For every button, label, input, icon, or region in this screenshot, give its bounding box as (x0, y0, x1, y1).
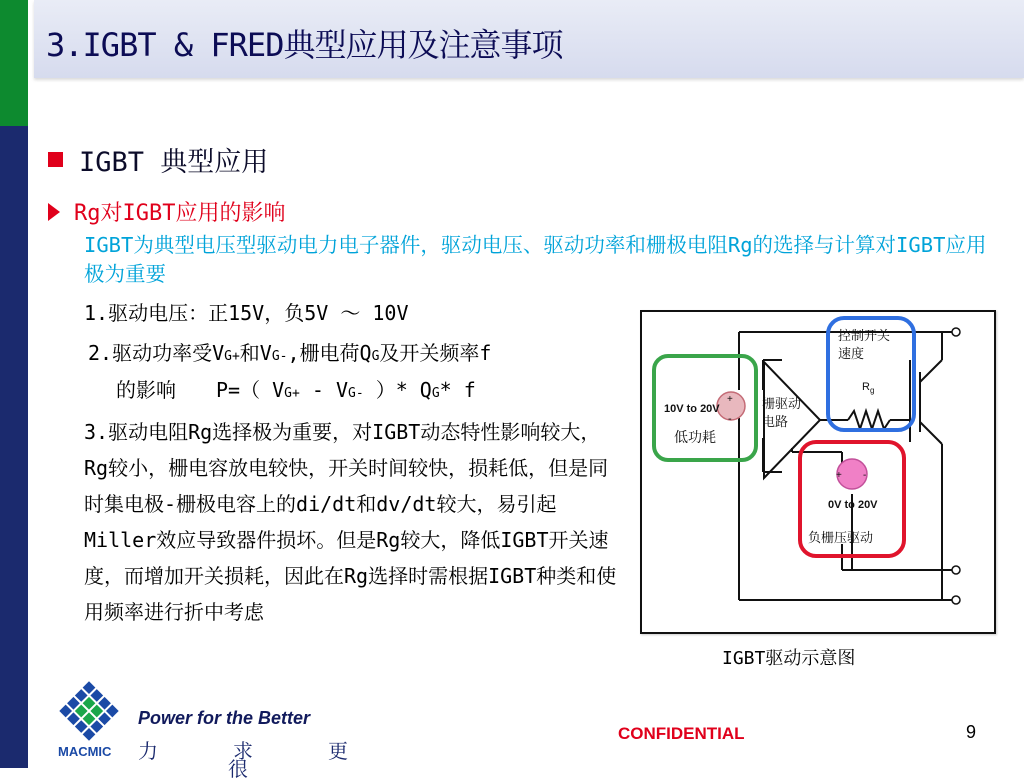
slogan-cn-char-2: 求 (233, 739, 253, 763)
formula-d: * f (439, 378, 476, 402)
source-minus: - (728, 413, 732, 425)
sub-heading-row (48, 196, 285, 227)
point-drive-power (88, 335, 491, 375)
intro-text: IGBT为典型电压型驱动电力电子器件，驱动电压、驱动功率和栅极电阻Rg的选择与计算对IGBT应用极为重要 (84, 233, 987, 286)
igbt-drive-diagram (640, 310, 996, 634)
diagram-terminals (952, 328, 960, 604)
rg-main: R (862, 381, 870, 393)
page-number: 9 (966, 722, 977, 742)
driver-label-2: 电路 (762, 415, 789, 430)
power-text-d: 及开关频率f (379, 341, 492, 365)
slide-title: 3.IGBT & FRED典型应用及注意事项 (46, 26, 563, 64)
power-sub-b: G- (271, 349, 288, 364)
arrow-bullet-icon (48, 203, 60, 221)
power-text-c: ,栅电荷Q (287, 341, 372, 365)
diagram-svg (642, 312, 994, 632)
sub-heading: Rg对IGBT应用的影响 (74, 201, 286, 226)
diagram-caption: IGBT驱动示意图 (722, 648, 856, 669)
power-formula (116, 372, 476, 412)
confidential-label: CONFIDENTIAL (618, 724, 745, 743)
slogan-cn-cut-char: 很 (228, 757, 248, 781)
point-drive-voltage: 1.驱动电压：正15V，负5V ～ 10V (84, 301, 409, 325)
power-sub-c: G (371, 349, 380, 364)
neg-caption: 负栅压驱动 (808, 531, 874, 546)
heading-row (48, 140, 268, 179)
source-plus: + (727, 394, 733, 405)
formula-sub-2: G- (348, 386, 364, 401)
power-text-a: 2.驱动功率受V (88, 341, 225, 365)
formula-sub-3: G (431, 386, 440, 401)
neg-voltage-label: 0V to 20V (828, 499, 878, 511)
slogan-cn-char-3: 更 (328, 739, 348, 763)
formula-sub-1: G+ (284, 386, 300, 401)
slogan: Power for the Better (138, 708, 311, 728)
source-caption: 低功耗 (674, 430, 716, 446)
power-text-b: 和V (239, 341, 272, 365)
formula-b: - V (299, 378, 348, 402)
left-accent-green (0, 0, 28, 126)
slogan-cn-char-1: 力 (138, 739, 158, 763)
control-label-2: 速度 (838, 347, 865, 362)
power-sub-a: G+ (224, 349, 240, 364)
rg-sub: g (869, 386, 875, 395)
source-voltage-label: 10V to 20V (664, 403, 720, 415)
macmic-logo-icon (58, 680, 120, 742)
control-label-1: 控制开关 (838, 329, 891, 344)
formula-c: ）* Q (363, 378, 432, 402)
formula-a: P=（ V (216, 378, 285, 402)
formula-prefix: 的影响 (116, 378, 176, 402)
logo-text: MACMIC (58, 744, 112, 759)
rg-label (862, 381, 874, 395)
square-bullet-icon (48, 152, 63, 167)
section-heading: IGBT 典型应用 (79, 147, 269, 178)
point-gate-resistor: 3.驱动电阻Rg选择极为重要，对IGBT动态特性影响较大，Rg较小，栅电容放电较快，开关时间较快，损耗低，但是同时集电极-栅极电容上的di/dt和dv/dt较大，易引起Miller效应导致器件损坏。但是Rg较大，降低IGBT开关速度，而增加开关损耗，因此在Rg选择时需根据IGBT种类和使用频率进行折中考虑 (84, 420, 617, 624)
driver-label-1: 栅驱动 (762, 397, 802, 412)
neg-source-plus: + (836, 470, 842, 481)
neg-source-minus: - (863, 470, 867, 481)
